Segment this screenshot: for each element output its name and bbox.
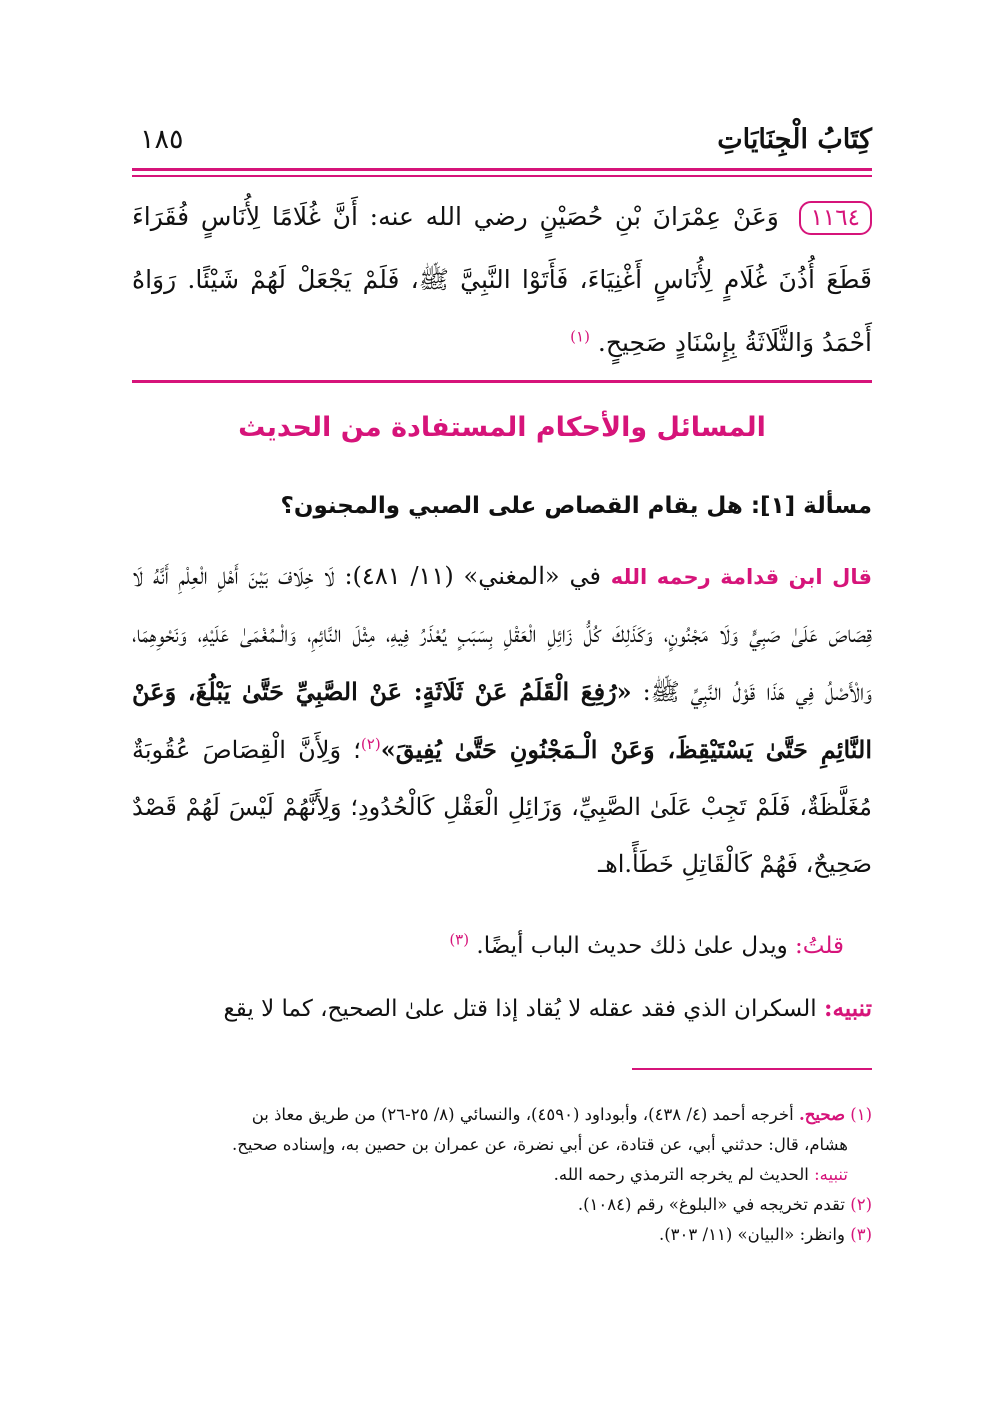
quote-hadith: «رُفِعَ الْقَلَمُ عَنْ ثَلَاثَةٍ: عَنْ الصَّبِيِّ حَتَّىٰ يَبْلُغَ، وَعَنْ النَّائِمِ حَتَّىٰ يَسْتَيْقِظَ، وَعَنْ الْـمَجْنُونِ حَتَّىٰ يُفِيقَ» — [132, 677, 872, 764]
issue-heading — [281, 493, 873, 519]
footnote-2 — [132, 1190, 872, 1220]
quote-paragraph — [132, 548, 872, 893]
footnote-1-cont: هشام، قال: حدثني أبي، عن قتادة، عن أبي نضرة، عن عمران بن حصين به، وإسناده صحيح. — [232, 1135, 848, 1154]
book-title: كِتَابُ الْجِنَايَاتِ — [717, 124, 872, 155]
footnote-ref-3: (٣) — [449, 930, 470, 949]
footnote-separator — [632, 1068, 872, 1070]
footnote-1-grade: صحيح. — [798, 1105, 845, 1124]
issue-question: هل يقام القصاص على الصبي والمجنون؟ — [280, 493, 743, 519]
footnote-1-note — [132, 1160, 872, 1190]
qultu-line — [449, 930, 844, 959]
page-number: ١٨٥ — [140, 124, 184, 155]
footnote-2-number: (٢) — [850, 1195, 872, 1214]
footnote-ref-2: (٢) — [360, 735, 381, 753]
hadith-divider — [132, 380, 872, 383]
quote-source: قال ابن قدامة رحمه الله — [610, 565, 873, 589]
qultu-text: ويدل علىٰ ذلك حديث الباب أيضًا. — [476, 933, 788, 959]
footnote-1 — [132, 1100, 872, 1130]
quote-rest: ؛ وَلِأَنَّ الْقِصَاصَ عُقُوبَةٌ مُغَلَّظَةٌ، فَلَمْ تَجِبْ عَلَىٰ الصَّبِيِّ، وَزَائِلِ الْعَقْلِ كَالْحُدُودِ؛ وَلِأَنَّهُمْ لَيْسَ لَهُمْ قَصْدٌ صَحِيحٌ، فَهُمْ كَالْقَاتِلِ خَطَأً.اهـ — [132, 736, 872, 878]
footnote-1-line1: أخرجه أحمد (٤/ ٤٣٨)، وأبوداود (٤٥٩٠)، والنسائي (٨/ ٢٥-٢٦) من طريق معاذ بن — [251, 1105, 794, 1124]
quote-intro: في «المغني» (١١/ ٤٨١): لَا خِلَافَ بَيْنَ أَهْلِ الْعِلْمِ أَنَّهُ لَا قِصَاصَ عَلَىٰ صَبِيٍّ وَلَا مَجْنُونٍ، وَكَذَلِكَ كُلُّ زَائِلِ الْعَقْلِ بِسَبَبٍ يُعْذَرُ فِيهِ، مِثْلَ النَّائِمِ، وَالْـمُغْمَىٰ عَلَيْهِ، وَنَحْوِهِمَا، وَالْأَصْلُ فِي هَذَا قَوْلُ النَّبِيِّ ﷺ: — [132, 562, 873, 706]
section-heading: المسائل والأحكام المستفادة من الحديث — [238, 412, 766, 443]
footnote-3 — [132, 1220, 872, 1250]
tanbih-line — [132, 995, 872, 1022]
hadith-number: ١١٦٤ — [799, 201, 872, 235]
footnote-1-note-label: تنبيه: — [814, 1165, 848, 1184]
footnote-ref-1: (١) — [570, 327, 590, 346]
footnote-1-note-text: الحديث لم يخرجه الترمذي رحمه الله. — [553, 1165, 809, 1184]
tanbih-label: تنبيه: — [823, 995, 872, 1022]
footnotes — [132, 1100, 872, 1250]
issue-label: مسألة [١]: — [750, 493, 872, 519]
header-rule-top — [132, 168, 872, 171]
footnote-3-number: (٣) — [850, 1225, 872, 1244]
footnote-3-text: وانظر: «البيان» (١١/ ٣٠٣). — [658, 1225, 845, 1244]
hadith-block — [132, 185, 872, 374]
hadith-text: وَعَنْ عِمْرَانَ بْنِ حُصَيْنٍ رضي الله عنه: أَنَّ غُلَامًا لِأُنَاسٍ فُقَرَاءَ قَطَعَ أُذُنَ غُلَامٍ لِأُنَاسٍ أَغْنِيَاءَ، فَأَتَوْا النَّبِيَّ ﷺ، فَلَمْ يَجْعَلْ لَهُمْ شَيْئًا. رَوَاهُ أَحْمَدُ وَالثَّلَاثَةُ بِإِسْنَادٍ صَحِيحٍ. — [132, 202, 872, 357]
footnote-2-text: تقدم تخريجه في «البلوغ» رقم (١٠٨٤). — [577, 1195, 845, 1214]
qultu-label: قلتُ: — [795, 933, 844, 959]
header-rule-bottom — [132, 175, 872, 177]
footnote-1-number: (١) — [850, 1105, 872, 1124]
tanbih-text: السكران الذي فقد عقله لا يُقاد إذا قتل علىٰ الصحيح، كما لا يقع — [223, 996, 817, 1022]
